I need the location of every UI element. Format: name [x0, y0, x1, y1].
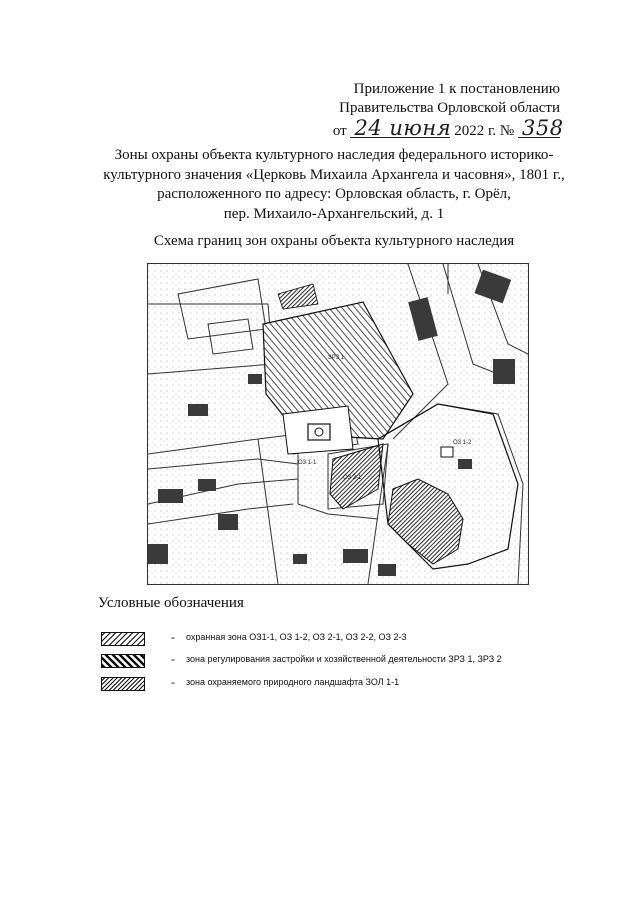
legend-dash: - [171, 652, 175, 666]
legend-title: Условные обозначения [98, 595, 244, 611]
map-caption: Схема границ зон охраны объекта культурного наследия [153, 233, 515, 249]
title-line-4: пер. Михаило-Архангельский, д. 1 [223, 205, 445, 222]
legend-label-zrz: зона регулирования застройки и хозяйственной деятельности ЗРЗ 1, ЗРЗ 2 [186, 654, 502, 664]
legend-dash: - [171, 675, 175, 689]
date-prefix: от [332, 123, 347, 139]
appendix-date-line [300, 116, 564, 141]
appendix-line-2: Правительства Орловской области [339, 100, 560, 116]
appendix-header [300, 80, 564, 141]
legend-dash: - [171, 630, 175, 644]
handwritten-number: 358 [518, 119, 560, 138]
zone-label-oz-1-1: О3 1-1 [298, 460, 317, 466]
legend-swatch-zrz [101, 654, 145, 668]
legend-label-oz: охранная зона ОЗ1-1, ОЗ 1-2, ОЗ 2-1, ОЗ 2-2, ОЗ 2-3 [186, 632, 407, 642]
church-parcel [283, 406, 353, 454]
handwritten-date: 24 июня [350, 119, 450, 138]
boundary-map [147, 263, 529, 585]
zone-label-zrz: ЗРЗ 1 [328, 355, 345, 361]
legend-swatch-zol [101, 677, 145, 691]
zone-label-oz-2-1: О3 2-1 [343, 475, 362, 481]
zone-label-oz-1-2: О3 1-2 [453, 440, 472, 446]
title-line-1: Зоны охраны объекта культурного наследия федерального историко- [114, 147, 554, 163]
title-line-3: расположенного по адресу: Орловская область, г. Орёл, [157, 186, 511, 202]
map-drawing [148, 264, 528, 584]
date-year: 2022 г. № [454, 123, 515, 139]
legend-swatch-oz [101, 632, 145, 646]
document-title [95, 146, 573, 224]
legend-label-zol: зона охраняемого природного ландшафта ЗОЛ 1-1 [186, 677, 400, 687]
title-line-2: культурного значения «Церковь Михаила Архангела и часовня», 1801 г., [103, 166, 565, 183]
appendix-line-1: Приложение 1 к постановлению [353, 81, 560, 97]
chapel-marker [441, 447, 453, 457]
